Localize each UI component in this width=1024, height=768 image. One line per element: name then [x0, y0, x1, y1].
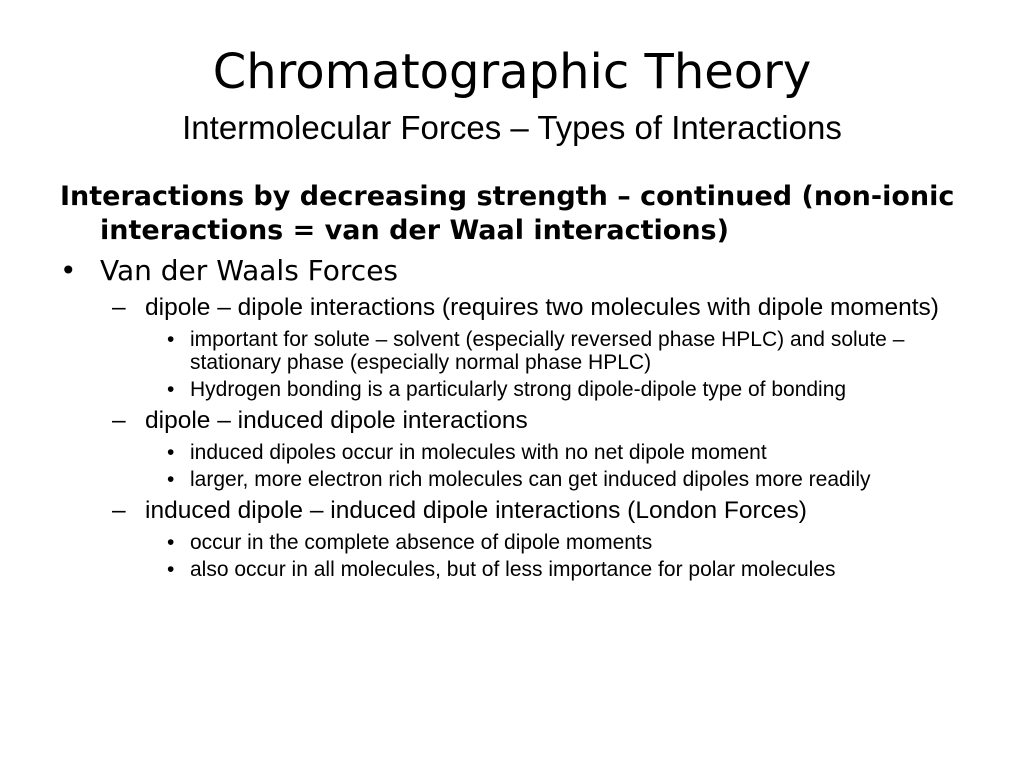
- sub-point-text: larger, more electron rich molecules can get induced dipoles more readily: [190, 468, 871, 491]
- section-heading: Interactions by decreasing strength – continued (non-ionic interactions = van der Waal interactions): [60, 181, 955, 246]
- small-bullet-marker: •: [167, 468, 175, 491]
- sub-item: [112, 497, 965, 524]
- sub-point: [167, 378, 965, 401]
- bullet-text: Van der Waals Forces: [100, 254, 399, 287]
- sub-point-text: occur in the complete absence of dipole moments: [190, 531, 653, 554]
- dash-marker: –: [112, 497, 126, 524]
- sub-point: [167, 531, 965, 554]
- slide-body: [60, 180, 965, 581]
- slide-title: Chromatographic Theory: [212, 44, 812, 100]
- sub-item-text: induced dipole – induced dipole interactions (London Forces): [145, 497, 807, 524]
- sub-point: [167, 558, 965, 581]
- sub-point-text: induced dipoles occur in molecules with no net dipole moment: [190, 441, 767, 464]
- bullet-marker: •: [60, 254, 77, 287]
- dash-marker: –: [112, 294, 126, 321]
- sub-point-text: Hydrogen bonding is a particularly strong dipole-dipole type of bonding: [190, 378, 847, 401]
- bullet-item: [60, 254, 965, 288]
- sub-item-text: dipole – induced dipole interactions: [145, 407, 528, 434]
- sub-point: [167, 468, 965, 491]
- sub-point: [167, 441, 965, 464]
- sub-item: [112, 294, 965, 321]
- small-bullet-marker: •: [167, 441, 175, 464]
- small-bullet-marker: •: [167, 558, 175, 581]
- sub-point-text: also occur in all molecules, but of less importance for polar molecules: [190, 558, 836, 581]
- slide-subtitle: Intermolecular Forces – Types of Interactions: [182, 109, 842, 146]
- dash-marker: –: [112, 407, 126, 434]
- sub-item: [112, 407, 965, 434]
- small-bullet-marker: •: [167, 531, 175, 554]
- small-bullet-marker: •: [167, 378, 175, 401]
- sub-point-text: important for solute – solvent (especially reversed phase HPLC) and solute – stationary phase (especially normal phase HPLC): [190, 328, 905, 374]
- small-bullet-marker: •: [167, 328, 175, 351]
- sub-item-text: dipole – dipole interactions (requires two molecules with dipole moments): [145, 294, 939, 321]
- sub-point: [167, 328, 965, 374]
